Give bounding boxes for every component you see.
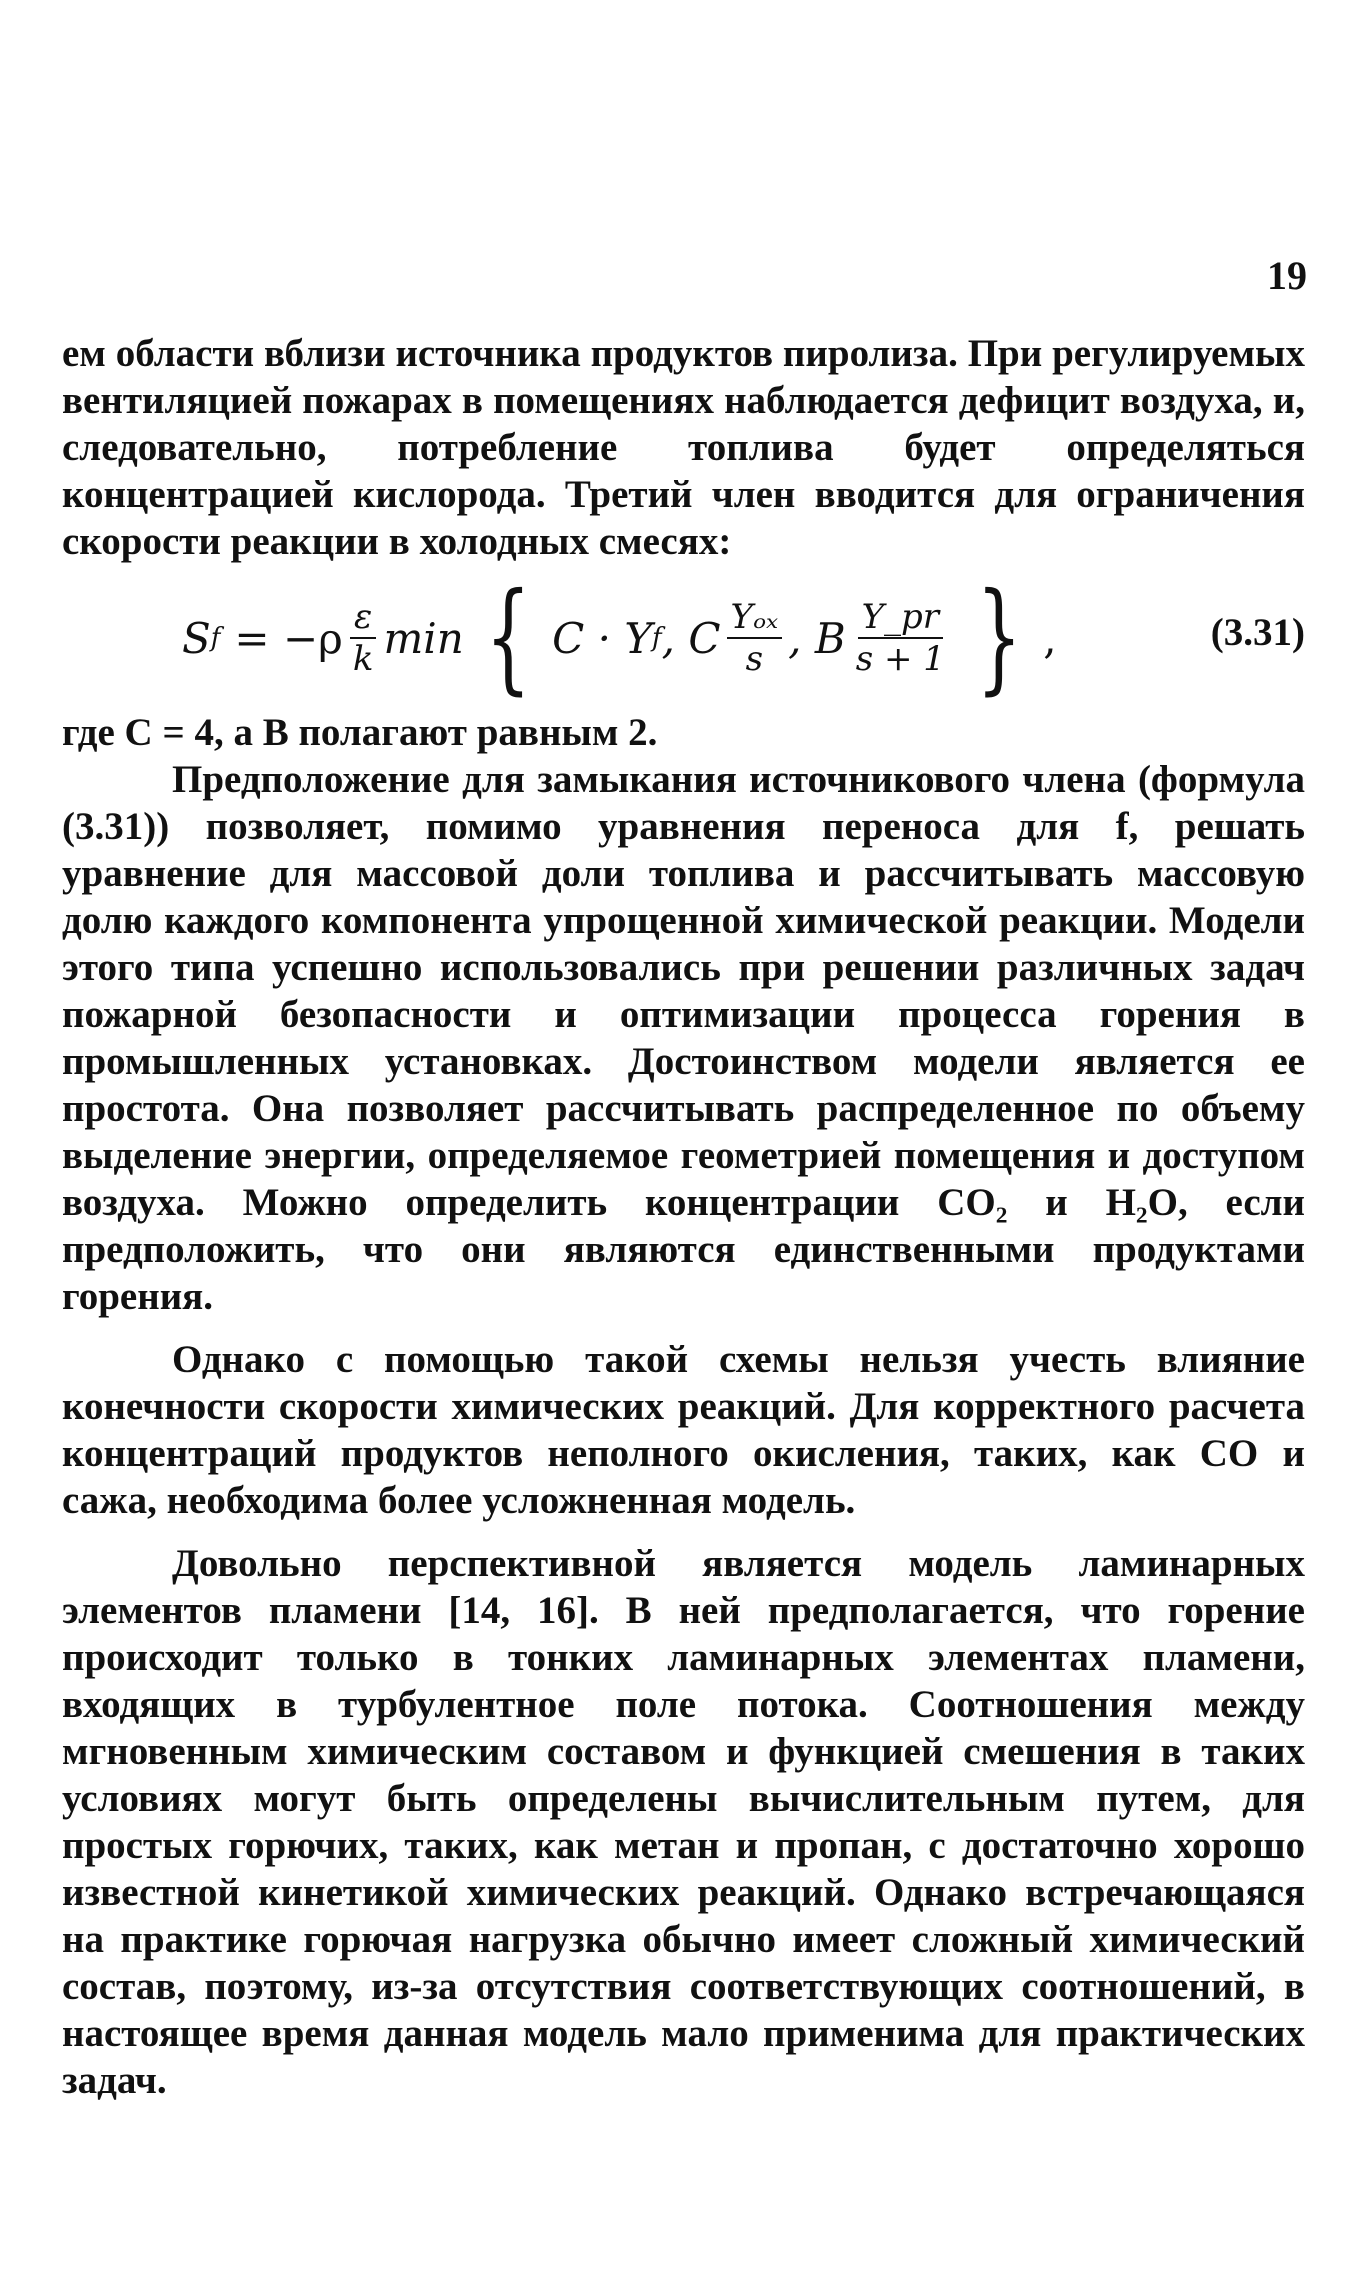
formula-tail: , <box>1043 613 1057 663</box>
formula-lhs: S <box>182 613 211 663</box>
fraction-numerator: ε <box>350 597 376 639</box>
equation-number: (3.31) <box>1210 611 1305 654</box>
equation-3-31 <box>62 569 1305 707</box>
paragraph-4: Однако с помощью такой схемы нельзя учесть влияние конечности скорости химических реакций. Для корректного расчета концентраций продуктов неполного окисления, таких, как CO и сажа, необходима более усложненная модель. <box>62 1338 1305 1522</box>
paragraph-1: ем области вблизи источника продуктов пиролиза. При регулируемых вентиляцией пожарах в помещениях наблюдается дефицит воздуха, и, следовательно, потребление топлива будет определяться концентрацией кислорода. Третий член вводится для ограничения скорости реакции в холодных смесях: <box>62 332 1305 563</box>
fraction-yox-s <box>727 597 783 679</box>
fraction-numerator: Yₒₓ <box>727 597 783 639</box>
formula-term1-sub: f <box>652 622 662 653</box>
paragraph-3: Предположение для замыкания источникового члена (формула (3.31)) позволяет, помимо уравнения переноса для f, решать уравнение для массовой доли топлива и рассчитывать массовую долю каждого компонента упрощенной химической реакции. Модели этого типа успешно использовались при решении различных задач пожарной безопасности и оптимизации процесса горения в промышленных установках. Достоинством модели является ее простота. Она позволяет рассчитывать распределенное по объему выделение энергии, определяемое геометрией помещения и доступом воздуха. Можно определить концентрации CO₂ и H₂O, если предположить, что они являются единственными продуктами горения. <box>62 758 1305 1318</box>
fraction-numerator: Y_pr <box>858 597 943 639</box>
formula-expression <box>182 569 1057 707</box>
fraction-denominator: k <box>352 639 374 679</box>
body-text <box>62 330 1305 2104</box>
fraction-denominator: s <box>745 639 764 679</box>
formula-comma1: , C <box>661 613 721 663</box>
formula-lhs-sub: f <box>210 622 221 653</box>
left-brace: { <box>485 568 531 707</box>
paragraph-2: где C = 4, а B полагают равным 2. <box>62 711 658 754</box>
page-number: 19 <box>1267 253 1307 298</box>
fraction-eps-k <box>349 597 378 679</box>
fraction-denominator: s + 1 <box>855 639 945 679</box>
fraction-ypr-s1 <box>852 597 949 679</box>
formula-eq: = −ρ <box>234 613 343 663</box>
paragraph-5: Довольно перспективной является модель ламинарных элементов пламени [14, 16]. В ней предполагается, что горение происходит только в тонких ламинарных элементах пламени, входящих в турбулентное поле потока. Соотношения между мгновенным химическим составом и функцией смешения в таких условиях могут быть определены вычислительным путем, для простых горючих, таких, как метан и пропан, с достаточно хорошо известной кинетикой химических реакций. Однако встречающаяся на практике горючая нагрузка обычно имеет сложный химический состав, поэтому, из-за отсутствия соответствующих соотношений, в настоящее время данная модель мало применима для практических задач. <box>62 1542 1305 2102</box>
formula-min: min <box>383 613 464 663</box>
right-brace: } <box>976 568 1022 707</box>
formula-comma2: , B <box>788 613 846 663</box>
formula-term1: C · Y <box>552 613 653 663</box>
